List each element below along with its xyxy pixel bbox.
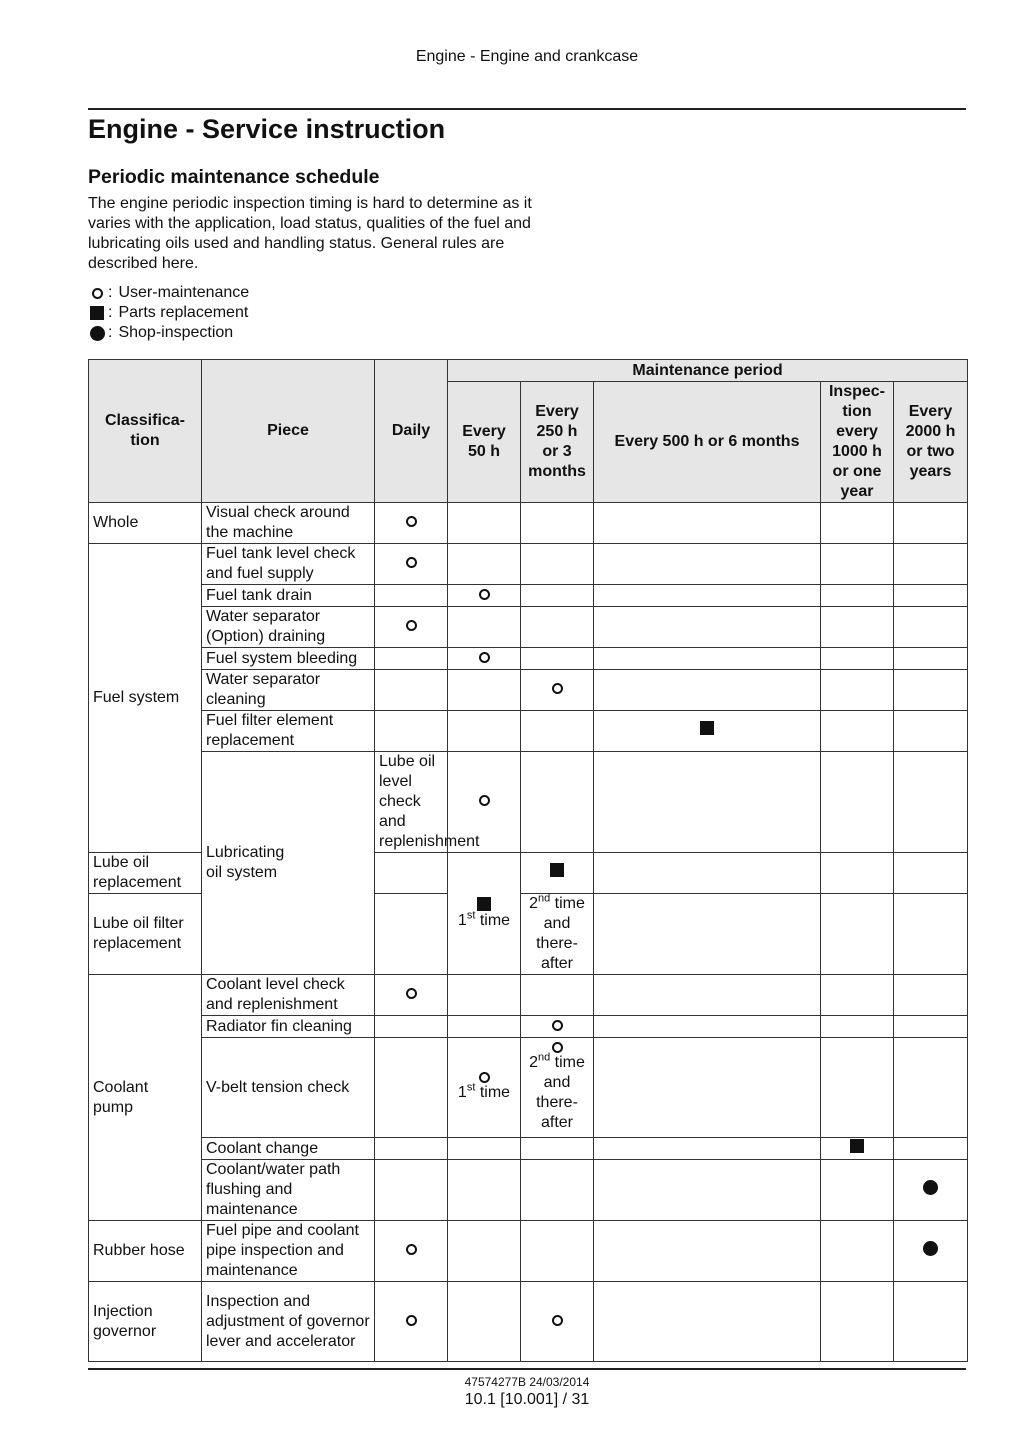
second-time-note: 2nd time and there- after: [529, 892, 585, 972]
ring-icon: [92, 288, 103, 299]
page-title: Engine - Service instruction: [88, 114, 446, 144]
legend-user-label: User-maintenance: [118, 284, 250, 301]
ring-icon: [406, 1315, 417, 1326]
table-row: [89, 711, 968, 752]
piece-coolant-level: Coolant level check and replenishment: [202, 975, 375, 1016]
header-every-1000h: Inspec- tion every 1000 h or one year: [821, 382, 894, 503]
piece-fuel-tank-drain: Fuel tank drain: [202, 585, 375, 607]
ring-icon: [406, 557, 417, 568]
table-row: [89, 585, 968, 607]
intro-paragraph: The engine periodic inspection timing is hard to determine as it varies with the application, load status, qualities of the fuel and lubricating oils used and handling status. General rules are described here.: [88, 195, 532, 272]
legend-parts-label: Parts replacement: [118, 304, 249, 321]
piece-radiator-fin: Radiator fin cleaning: [202, 1016, 375, 1038]
ring-icon: [552, 1315, 563, 1326]
piece-fuel-filter-replacement: Fuel filter element replacement: [202, 711, 375, 752]
ring-icon: [406, 516, 417, 527]
table-row: [89, 975, 968, 1016]
header-every-500h: Every 500 h or 6 months: [594, 382, 821, 503]
table-row: [89, 607, 968, 648]
piece-vbelt: V-belt tension check: [202, 1038, 375, 1138]
piece-lube-level: Lube oil level check and replenishment: [375, 752, 448, 853]
piece-governor-adjustment: Inspection and adjustment of governor lever and accelerator: [202, 1282, 375, 1362]
header-every-2000h: Every 2000 h or two years: [894, 382, 968, 503]
class-injection-governor: Injection governor: [89, 1282, 202, 1362]
header-classification: Classifica- tion: [89, 360, 202, 503]
table-row: [89, 503, 968, 544]
piece-coolant-flushing: Coolant/water path flushing and maintenance: [202, 1160, 375, 1221]
class-coolant-pump: Coolant pump: [89, 975, 202, 1221]
square-icon: [550, 863, 564, 877]
ring-icon: [552, 1020, 563, 1031]
table-row: [89, 1138, 968, 1160]
document-code: 47574277B 24/03/2014: [464, 1375, 590, 1389]
ring-icon: [479, 652, 490, 663]
header-rule: [88, 108, 966, 110]
table-row: [89, 1016, 968, 1038]
table-row: [89, 1282, 968, 1362]
header-maintenance-period: Maintenance period: [448, 360, 968, 382]
ring-icon: [406, 988, 417, 999]
ring-icon: [479, 589, 490, 600]
page-header: Engine - Engine and crankcase: [415, 48, 639, 65]
legend: [88, 283, 249, 343]
square-icon: [477, 897, 491, 911]
footer-rule: [88, 1368, 966, 1370]
piece-fuel-tank-level: Fuel tank level check and fuel supply: [202, 544, 375, 585]
table-row: [89, 648, 968, 670]
dot-icon: [923, 1180, 938, 1195]
table-row: [89, 1038, 968, 1138]
page-number: 10.1 [10.001] / 31: [464, 1391, 590, 1408]
piece-lube-filter: Lube oil filter replacement: [89, 894, 202, 975]
ring-icon: [406, 620, 417, 631]
table-row: [89, 670, 968, 711]
piece-lube-replacement: Lube oil replacement: [89, 853, 202, 894]
ring-icon: [552, 1042, 563, 1053]
piece-visual-check: Visual check around the machine: [202, 503, 375, 544]
piece-coolant-change: Coolant change: [202, 1138, 375, 1160]
second-time-note: 2nd time and there- after: [525, 1042, 589, 1133]
header-every-50h: Every 50 h: [448, 382, 521, 503]
first-time-note: 1st time: [457, 1081, 511, 1101]
header-every-250h: Every 250 h or 3 months: [521, 382, 594, 503]
table-row: [89, 1221, 968, 1282]
piece-water-separator-draining: Water separator (Option) draining: [202, 607, 375, 648]
header-piece: Piece: [202, 360, 375, 503]
ring-icon: [479, 1072, 490, 1083]
legend-shop-label: Shop-inspection: [118, 324, 234, 341]
table-row: [89, 544, 968, 585]
ring-icon: [406, 1244, 417, 1255]
piece-fuel-system-bleeding: Fuel system bleeding: [202, 648, 375, 670]
maintenance-table: [88, 359, 968, 1362]
class-fuel-system: Fuel system: [89, 544, 202, 853]
table-row: [89, 1160, 968, 1221]
table-row: [89, 752, 968, 853]
ring-icon: [552, 683, 563, 694]
square-icon: [700, 721, 714, 735]
legend-parts: : Parts replacement: [88, 303, 249, 323]
piece-fuel-pipe-inspection: Fuel pipe and coolant pipe inspection and maintenance: [202, 1221, 375, 1282]
dot-icon: [90, 326, 105, 341]
section-subtitle: Periodic maintenance schedule: [88, 166, 380, 188]
square-icon: [90, 306, 104, 320]
class-rubber-hose: Rubber hose: [89, 1221, 202, 1282]
piece-water-separator-cleaning: Water separator cleaning: [202, 670, 375, 711]
ring-icon: [479, 795, 490, 806]
first-time-note: 1st time: [457, 909, 511, 929]
legend-user: : User-maintenance: [88, 283, 249, 303]
header-daily: Daily: [375, 360, 448, 503]
square-icon: [850, 1139, 864, 1153]
class-lubricating-oil: Lubricating oil system: [202, 752, 375, 975]
legend-shop: : Shop-inspection: [88, 323, 249, 343]
dot-icon: [923, 1241, 938, 1256]
class-whole: Whole: [89, 503, 202, 544]
